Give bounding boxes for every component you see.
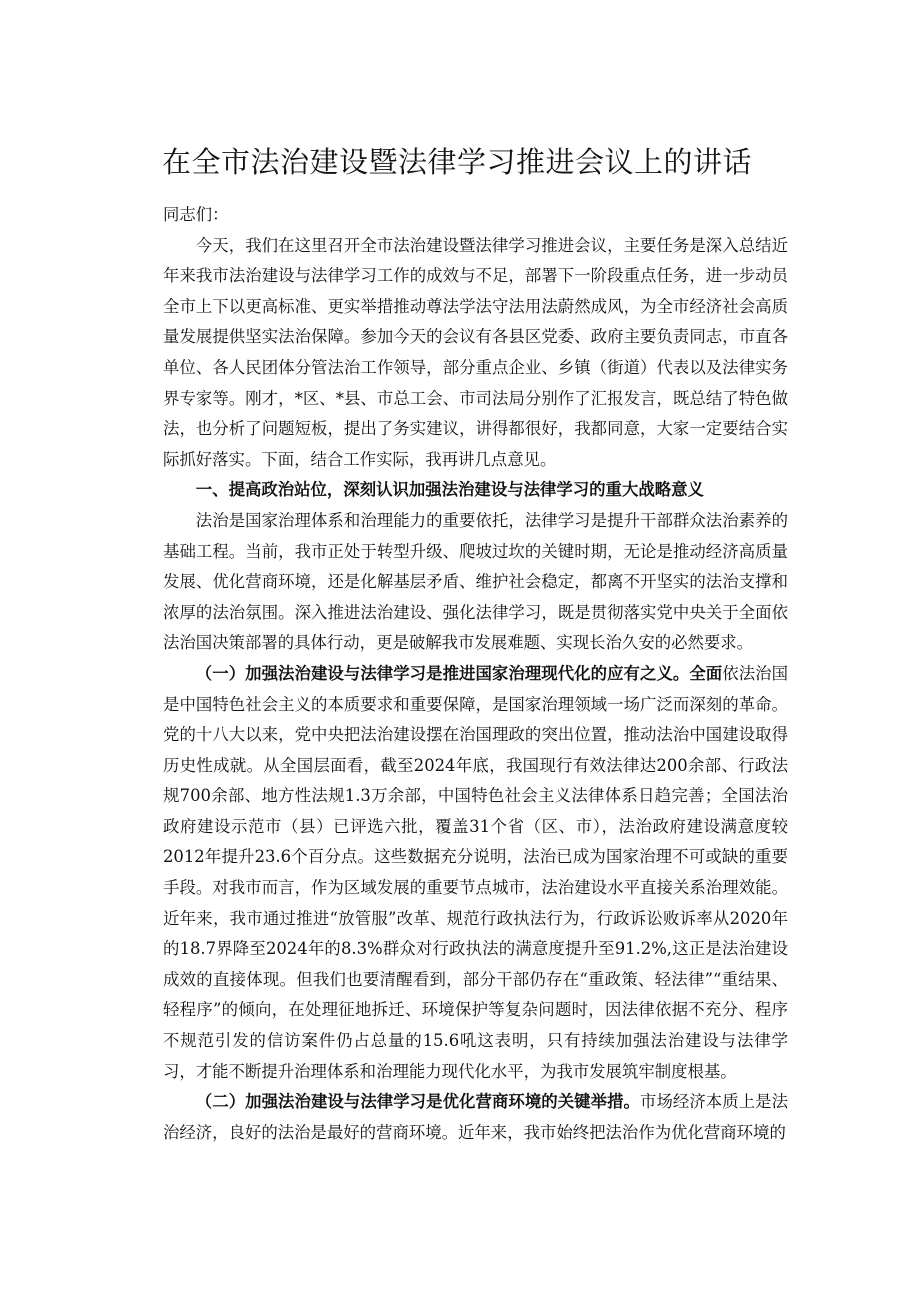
paragraph-section-1: 法治是国家治理体系和治理能力的重要依托，法律学习是提升干部群众法治素养的基础工程。当前，我市正处于转型升级、爬坡过坎的关键时期，无论是推动经济高质量发展、优化营商环境，还是化解基层矛盾、维护社会稳定，都离不开坚实的法治支撑和浓厚的法治氛围。深入推进法治建设、强化法律学习，既是贯彻落实党中央关于全面依法治国决策部署的具体行动，更是破解我市发展难题、实现长治久安的必然要求。	[163, 510, 788, 653]
subsection-heading-1: （一）加强法治建设与法律学习是推进国家治理现代化的应有之义。全面	[195, 663, 723, 683]
subsection-heading-2: （二）加强法治建设与法律学习是优化营商环境的关键举措。	[195, 1092, 640, 1112]
section-heading-1: 一、提高政治站位，深刻认识加强法治建设与法律学习的重大战略意义	[195, 480, 704, 500]
document-body	[163, 200, 788, 1148]
paragraph-subsection-2	[163, 1087, 788, 1148]
salutation: 同志们：	[163, 205, 229, 224]
paragraph-intro: 今天，我们在这里召开全市法治建设暨法律学习推进会议，主要任务是深入总结近年来我市法治建设与法律学习工作的成效与不足，部署下一阶段重点任务，进一步动员全市上下以更高标准、更实举措推动尊法学法守法用法蔚然成风，为全市经济社会高质量发展提供坚实法治保障。参加今天的会议有各县区党委、政府主要负责同志，市直各单位、各人民团体分管法治工作领导，部分重点企业、乡镇（街道）代表以及法律实务界专家等。刚才，*区、*县、市总工会、市司法局分别作了汇报发言，既总结了特色做法，也分析了问题短板，提出了务实建议，讲得都很好，我都同意，大家一定要结合实际抓好落实。下面，结合工作实际，我再讲几点意见。	[163, 235, 788, 469]
paragraph-subsection-1	[163, 659, 788, 1087]
document-title: 在全市法治建设暨法律学习推进会议上的讲话	[162, 145, 753, 179]
subsection-text-1: 依法治国是中国特色社会主义的本质要求和重要保障，是国家治理领域一场广泛而深刻的革命。党的十八大以来，党中央把法治建设摆在治国理政的突出位置，推动法治中国建设取得历史性成就。从全国层面看，截至2024年底，我国现行有效法律达200余部、行政法规700余部、地方性法规1.3万余部，中国特色社会主义法律体系日趋完善；全国法治政府建设示范市（县）已评选六批，覆盖31个省（区、市），法治政府建设满意度较2012年提升23.6个百分点。这些数据充分说明，法治已成为国家治理不可或缺的重要手段。对我市而言，作为区域发展的重要节点城市，法治建设水平直接关系治理效能。近年来，我市通过推进“放管服”改革、规范行政执法行为，行政诉讼败诉率从2020年的18.7界降至2024年的8.3%群众对行政执法的满意度提升至91.2%,这正是法治建设成效的直接体现。但我们也要清醒看到，部分干部仍存在“重政策、轻法律”“重结果、轻程序”的倾向，在处理征地拆迁、环境保护等复杂问题时，因法律依据不充分、程序不规范引发的信访案件仍占总量的15.6吼这表明，只有持续加强法治建设与法律学习，才能不断提升治理体系和治理能力现代化水平，为我市发展筑牢制度根基。	[163, 663, 789, 1081]
subsection-text-2: 市场经济本质上是法治经济，良好的法治是最好的营商环境。近年来，我市始终把法治作为优化营商环境的	[163, 1092, 789, 1142]
